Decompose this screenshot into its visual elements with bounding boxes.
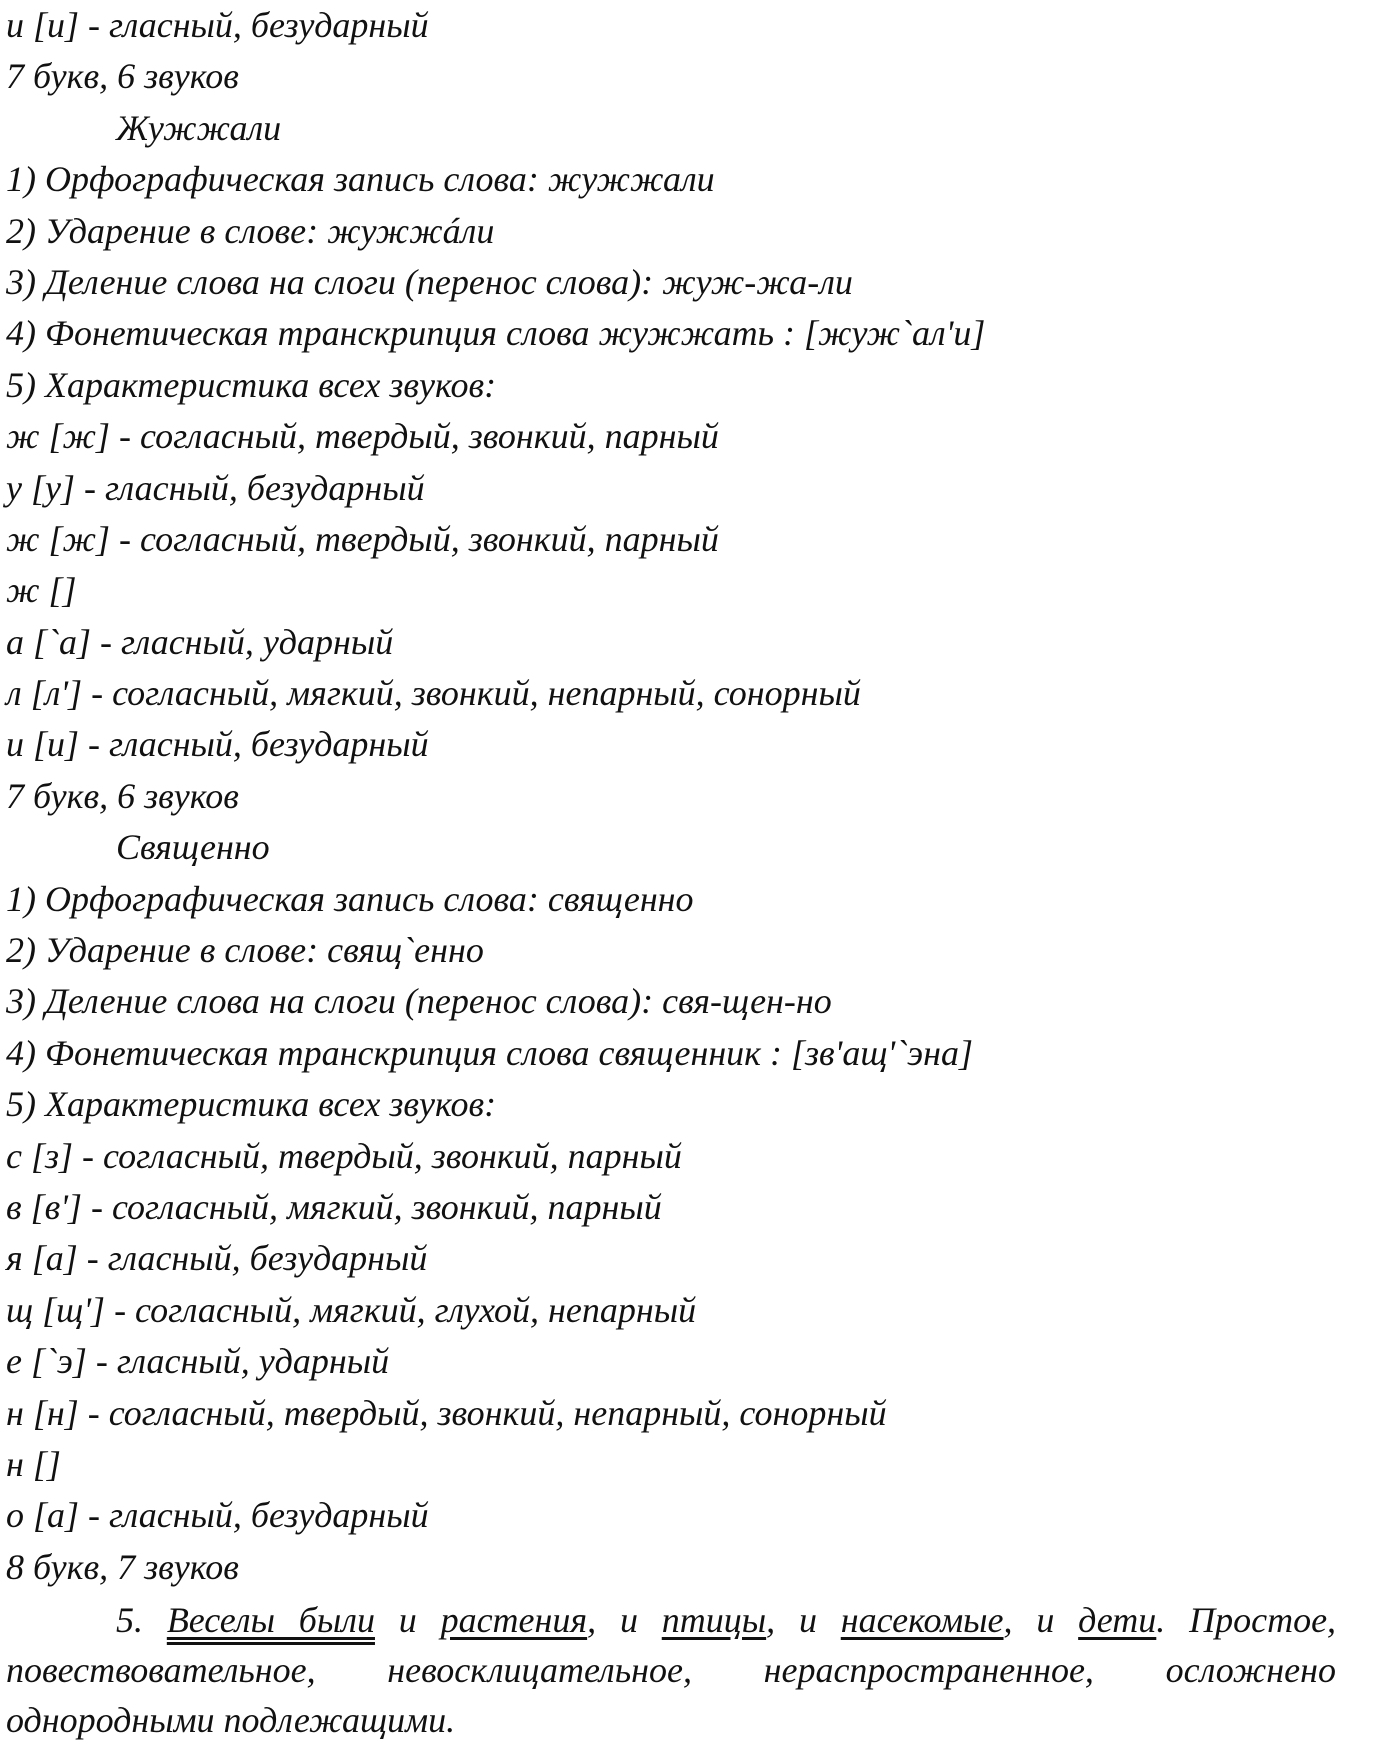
- text-line: н []: [6, 1443, 61, 1484]
- phonetic-analysis-text: [6, 0, 1394, 1593]
- paragraph-text: и: [374, 1600, 441, 1641]
- text-line: ж [ж] - согласный, твердый, звонкий, парный: [6, 518, 719, 559]
- text-line: 7 букв, 6 звуков: [6, 775, 239, 816]
- text-line: о [а] - гласный, безударный: [6, 1495, 429, 1536]
- predicate-underlined: Веселы были: [166, 1600, 375, 1641]
- text-line: 3) Деление слова на слоги (перенос слова): свя-щен-но: [6, 981, 832, 1022]
- text-line: л [л'] - согласный, мягкий, звонкий, непарный, сонорный: [6, 673, 861, 714]
- text-line: 5) Характеристика всех звуков:: [6, 1084, 497, 1125]
- text-line: щ [щ'] - согласный, мягкий, глухой, непарный: [6, 1289, 697, 1330]
- text-line: у [у] - гласный, безударный: [6, 467, 425, 508]
- text-line: 2) Ударение в слове: свящ`енно: [6, 930, 484, 971]
- text-line: и [и] - гласный, безударный: [6, 5, 429, 45]
- text-line: 1) Орфографическая запись слова: жужжали: [6, 159, 715, 200]
- text-line: 1) Орфографическая запись слова: священно: [6, 878, 694, 919]
- word-heading: Священно: [116, 827, 270, 868]
- text-line: с [з] - согласный, твердый, звонкий, парный: [6, 1135, 682, 1176]
- text-line: 5) Характеристика всех звуков:: [6, 364, 497, 405]
- text-line: а [`а] - гласный, ударный: [6, 621, 394, 662]
- text-line: н [н] - согласный, твердый, звонкий, непарный, сонорный: [6, 1392, 887, 1433]
- text-line: 2) Ударение в слове: жужжáли: [6, 210, 495, 251]
- text-line: в [в'] - согласный, мягкий, звонкий, парный: [6, 1186, 662, 1227]
- text-line: 7 букв, 6 звуков: [6, 56, 239, 97]
- text-line: ж [ж] - согласный, твердый, звонкий, парный: [6, 416, 719, 457]
- syntax-analysis-paragraph: [6, 1595, 1336, 1745]
- text-line: е [`э] - гласный, ударный: [6, 1341, 390, 1382]
- paragraph-text: , и: [587, 1600, 662, 1641]
- subject-underlined: насекомые: [840, 1600, 1004, 1641]
- paragraph-text: , и: [766, 1600, 841, 1641]
- text-line: ж []: [6, 570, 77, 611]
- text-line: 4) Фонетическая транскрипция слова жужжать : [жуж`ал'и]: [6, 313, 986, 354]
- text-line: я [а] - гласный, безударный: [6, 1238, 428, 1279]
- text-line: 4) Фонетическая транскрипция слова священник : [зв'ащ'`эна]: [6, 1032, 973, 1073]
- text-line: и [и] - гласный, безударный: [6, 724, 429, 765]
- text-line: 3) Деление слова на слоги (перенос слова): жуж-жа-ли: [6, 261, 853, 302]
- paragraph-text: 5.: [116, 1600, 167, 1641]
- paragraph-text: , и: [1003, 1600, 1079, 1641]
- document-page: [6, 0, 1394, 1745]
- word-heading: Жужжали: [116, 107, 282, 148]
- text-line: 8 букв, 7 звуков: [6, 1546, 239, 1587]
- subject-underlined: растения: [440, 1600, 588, 1641]
- subject-underlined: дети: [1078, 1600, 1157, 1641]
- subject-underlined: птицы: [661, 1600, 767, 1641]
- paragraph-text: . Простое, повествовательное, невосклицательное, нераспространенное, осложнено однородными подлежащими.: [6, 1600, 1337, 1741]
